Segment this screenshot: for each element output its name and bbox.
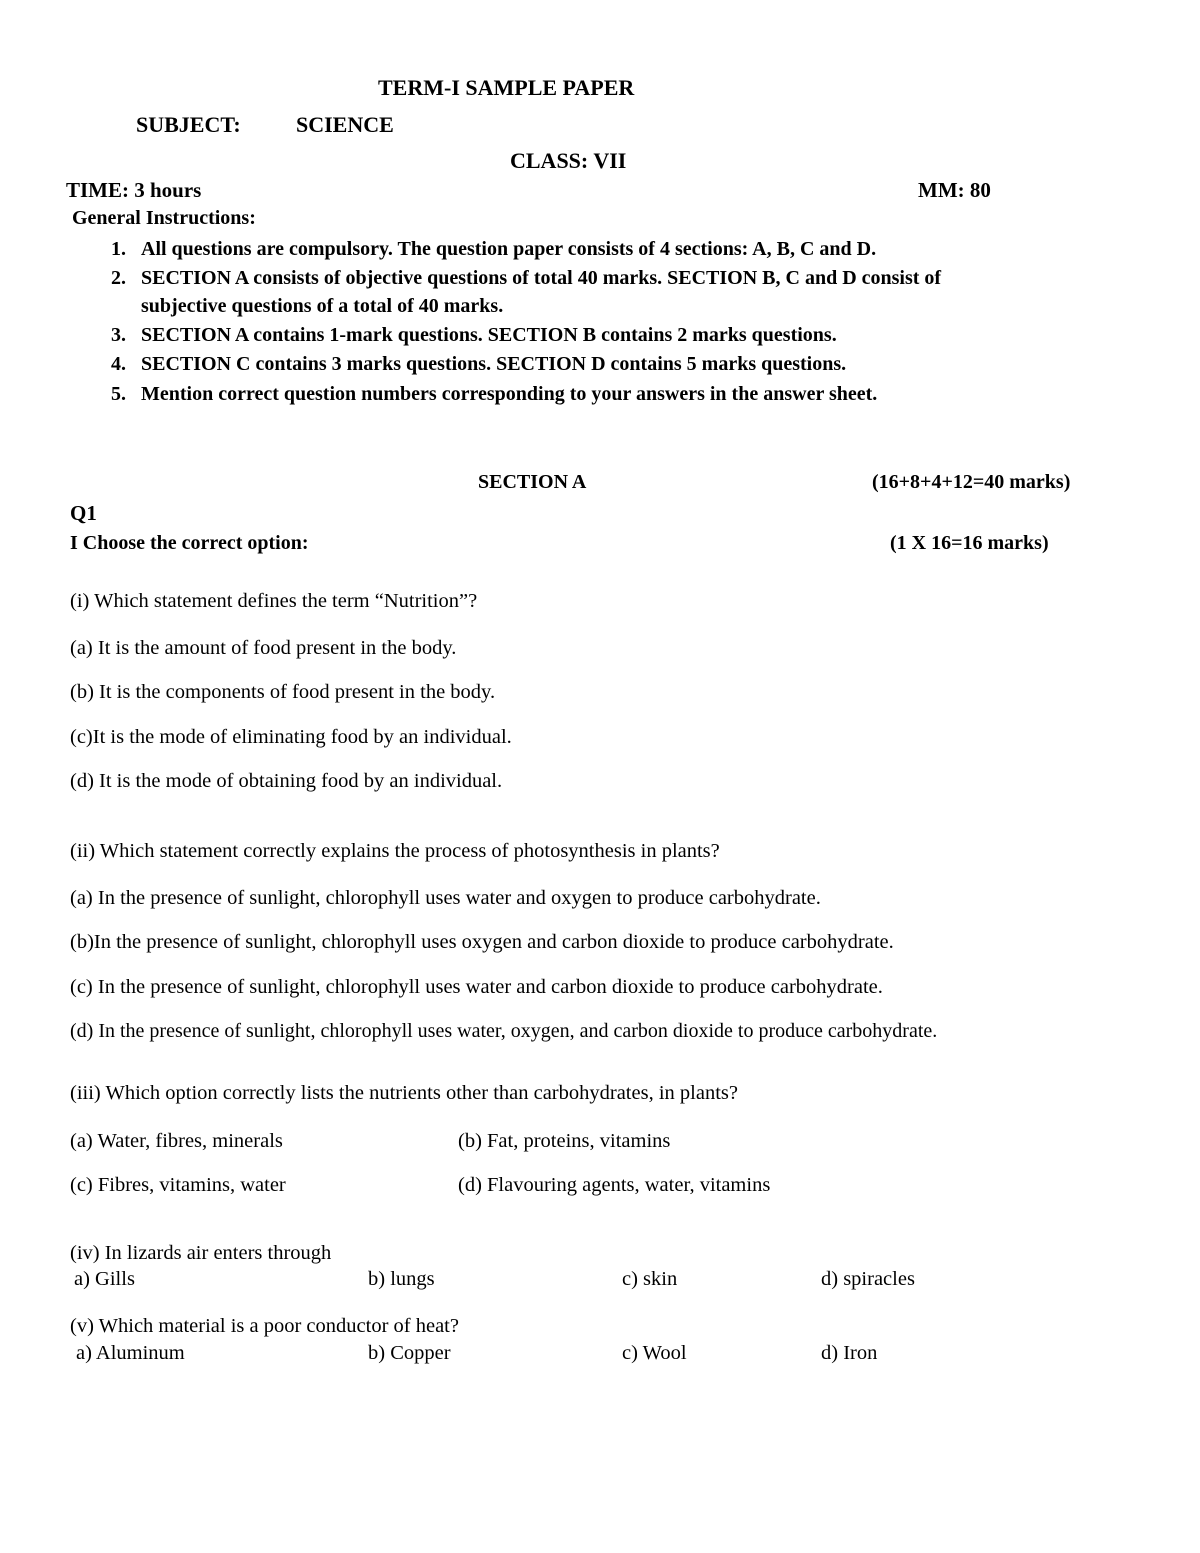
answer-option: (c) In the presence of sunlight, chlorophyll uses water and carbon dioxide to produce carbohydrate.: [70, 976, 883, 998]
answer-option: c) skin: [622, 1268, 678, 1290]
instruction-text-continued: subjective questions of a total of 40 marks.: [141, 295, 504, 317]
instruction-text: SECTION C contains 3 marks questions. SECTION D contains 5 marks questions.: [141, 353, 847, 375]
answer-option: (a) Water, fibres, minerals: [70, 1130, 283, 1152]
question-stem: (iv) In lizards air enters through: [70, 1242, 332, 1264]
answer-option: (b) It is the components of food present in the body.: [70, 681, 496, 703]
subject-value: SCIENCE: [296, 112, 394, 137]
answer-option: (b) Fat, proteins, vitamins: [458, 1130, 671, 1152]
section-a-title: SECTION A: [478, 471, 587, 493]
answer-option: b) Copper: [368, 1342, 451, 1364]
question-stem: (iii) Which option correctly lists the nutrients other than carbohydrates, in plants?: [70, 1082, 738, 1104]
instruction-text: SECTION A contains 1-mark questions. SECTION B contains 2 marks questions.: [141, 324, 837, 346]
instruction-text: All questions are compulsory. The question paper consists of 4 sections: A, B, C and D.: [141, 238, 877, 260]
answer-option: d) spiracles: [821, 1268, 915, 1290]
answer-option: (d) In the presence of sunlight, chlorophyll uses water, oxygen, and carbon dioxide to produce carbohydrate.: [70, 1020, 938, 1042]
instruction-text: Mention correct question numbers corresponding to your answers in the answer sheet.: [141, 383, 878, 405]
question-stem: (v) Which material is a poor conductor of heat?: [70, 1315, 459, 1337]
instruction-number: 5.: [111, 383, 126, 405]
time-line: TIME: 3 hours: [66, 178, 202, 202]
paper-title: TERM-I SAMPLE PAPER: [378, 75, 635, 100]
answer-option: (c) Fibres, vitamins, water: [70, 1174, 286, 1196]
answer-option: (a) In the presence of sunlight, chlorophyll uses water and oxygen to produce carbohydrate.: [70, 887, 821, 909]
subject-label: SUBJECT:: [136, 112, 241, 137]
question-stem: (ii) Which statement correctly explains the process of photosynthesis in plants?: [70, 840, 720, 862]
question-number-q1: Q1: [70, 501, 97, 525]
instruction-number: 1.: [111, 238, 126, 260]
answer-option: c) Wool: [622, 1342, 687, 1364]
class-line: CLASS: VII: [510, 148, 627, 173]
answer-option: a) Aluminum: [76, 1342, 185, 1364]
answer-option: (d) Flavouring agents, water, vitamins: [458, 1174, 771, 1196]
instruction-text: SECTION A consists of objective questions of total 40 marks. SECTION B, C and D consist of: [141, 267, 942, 289]
answer-option: (c)It is the mode of eliminating food by an individual.: [70, 726, 512, 748]
max-marks: MM: 80: [918, 178, 991, 202]
section-a-marks: (16+8+4+12=40 marks): [872, 471, 1071, 493]
section-a-subtitle: I Choose the correct option:: [70, 532, 309, 554]
answer-option: d) Iron: [821, 1342, 878, 1364]
answer-option: (a) It is the amount of food present in the body.: [70, 637, 457, 659]
answer-option: (b)In the presence of sunlight, chlorophyll uses oxygen and carbon dioxide to produce carbohydrate.: [70, 931, 894, 953]
answer-option: b) lungs: [368, 1268, 435, 1290]
answer-option: a) Gills: [74, 1268, 135, 1290]
question-stem: (i) Which statement defines the term “Nutrition”?: [70, 590, 478, 612]
instruction-number: 2.: [111, 267, 126, 289]
instructions-heading: General Instructions:: [72, 207, 256, 229]
instruction-number: 4.: [111, 353, 126, 375]
instruction-number: 3.: [111, 324, 126, 346]
section-a-sub-marks: (1 X 16=16 marks): [890, 532, 1049, 554]
answer-option: (d) It is the mode of obtaining food by an individual.: [70, 770, 503, 792]
